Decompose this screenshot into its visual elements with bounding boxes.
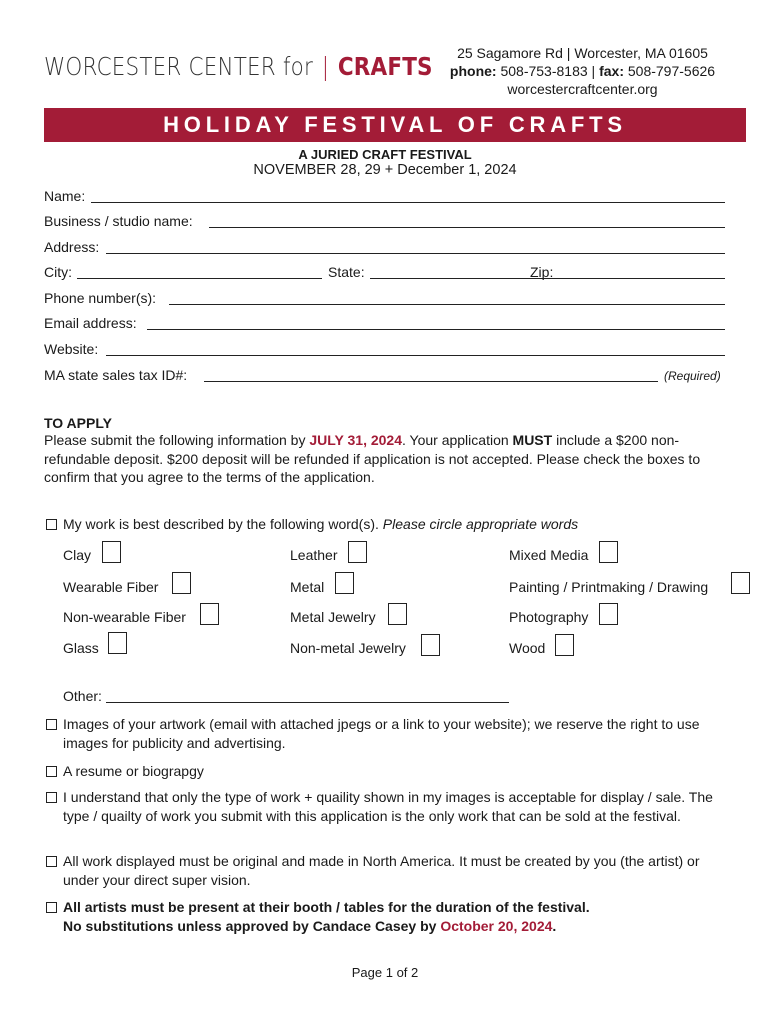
material-leather-label[interactable]: Leather	[290, 547, 338, 563]
city-state-zip-field[interactable]	[44, 264, 725, 282]
material-painting-checkbox[interactable]	[731, 572, 750, 594]
original-work-checkbox[interactable]	[46, 856, 57, 867]
work-description-checkbox[interactable]	[46, 519, 57, 530]
page-number: Page 1 of 2	[351, 965, 419, 980]
logo-crafts-text: CRAFTS	[337, 52, 433, 81]
business-line[interactable]	[209, 227, 725, 228]
material-non-metal-jewelry-checkbox[interactable]	[421, 634, 440, 656]
state-label: State:	[328, 264, 365, 280]
required-note: (Required)	[664, 369, 721, 383]
material-non-wearable-fiber-label[interactable]: Non-wearable Fiber	[63, 609, 186, 625]
presence-checkbox[interactable]	[46, 902, 57, 913]
logo-separator: |	[321, 52, 330, 81]
understand-text: I understand that only the type of work + quaility shown in my images is acceptable for display / sale. The type / quailty of work you submit with this application is the only work that can be sold at the festival.	[63, 789, 713, 824]
material-metal-checkbox[interactable]	[335, 572, 354, 594]
address-line[interactable]	[106, 253, 725, 254]
other-label: Other:	[63, 688, 102, 704]
other-field[interactable]	[63, 688, 509, 706]
zip-label: Zip:	[530, 264, 554, 280]
apply-text-2: . Your application	[402, 432, 509, 448]
work-intro: My work is best described by the following word(s).	[63, 516, 379, 532]
zip-line[interactable]	[559, 278, 725, 279]
phone-line[interactable]	[169, 304, 725, 305]
understand-checkbox[interactable]	[46, 792, 57, 803]
apply-deadline: JULY 31, 2024	[309, 432, 402, 448]
apply-instructions	[44, 431, 734, 487]
phone-number: 508-753-8183	[500, 63, 588, 79]
material-leather-checkbox[interactable]	[348, 541, 367, 563]
material-glass-label[interactable]: Glass	[63, 640, 99, 656]
work-intro-italic: Please circle appropriate words	[382, 516, 579, 532]
material-wearable-fiber-checkbox[interactable]	[172, 572, 191, 594]
contact-website[interactable]: worcestercraftcenter.org	[507, 81, 658, 97]
presence-text	[63, 898, 743, 935]
contact-phone-fax	[405, 62, 760, 80]
material-metal-jewelry-checkbox[interactable]	[388, 603, 407, 625]
material-photography-label[interactable]: Photography	[509, 609, 589, 625]
contact-address: 25 Sagamore Rd | Worcester, MA 01605	[457, 45, 708, 61]
phone-label: phone:	[449, 63, 497, 79]
email-line[interactable]	[147, 329, 725, 330]
other-line[interactable]	[106, 702, 509, 703]
name-field[interactable]	[44, 188, 725, 206]
original-work-text: All work displayed must be original and made in North America. It must be created by you (the artist) or under your direct super vision.	[63, 853, 700, 888]
city-line[interactable]	[77, 278, 322, 279]
to-apply-heading: TO APPLY	[44, 415, 112, 431]
apply-text-1: Please submit the following information by	[44, 432, 306, 448]
presence-text-2: No substitutions unless approved by Candace Casey by	[63, 917, 437, 934]
material-clay-checkbox[interactable]	[102, 541, 121, 563]
title-banner	[44, 108, 746, 142]
apply-must: MUST	[512, 432, 553, 448]
address-label: Address:	[44, 239, 100, 255]
website-line[interactable]	[106, 355, 725, 356]
material-non-metal-jewelry-label[interactable]: Non-metal Jewelry	[290, 640, 406, 656]
material-photography-checkbox[interactable]	[599, 603, 618, 625]
work-description-text	[63, 515, 733, 534]
email-label: Email address:	[44, 315, 137, 331]
tax-id-label: MA state sales tax ID#:	[44, 367, 188, 383]
material-metal-jewelry-label[interactable]: Metal Jewelry	[290, 609, 376, 625]
logo-text: WORCESTER CENTER for	[44, 52, 313, 81]
name-line[interactable]	[91, 202, 725, 203]
phone-field-label: Phone number(s):	[44, 290, 157, 306]
material-mixed-media-checkbox[interactable]	[599, 541, 618, 563]
material-wood-label[interactable]: Wood	[509, 640, 546, 656]
resume-text: A resume or biograpgy	[63, 763, 204, 779]
city-label: City:	[44, 264, 72, 280]
presence-date: October 20, 2024	[440, 917, 553, 934]
contact-separator: |	[591, 63, 596, 79]
tax-id-field[interactable]	[44, 367, 725, 385]
address-field[interactable]	[44, 239, 725, 257]
presence-text-line-2	[63, 917, 743, 936]
images-text: Images of your artwork (email with attached jpegs or a link to your website); we reserve the right to use images for publicity and advertising.	[63, 716, 700, 751]
tax-id-line[interactable]	[204, 381, 658, 382]
fax-label: fax:	[599, 63, 624, 79]
material-metal-label[interactable]: Metal	[290, 579, 325, 595]
fax-number: 508-797-5626	[627, 63, 716, 79]
presence-end: .	[552, 917, 557, 934]
material-non-wearable-fiber-checkbox[interactable]	[200, 603, 219, 625]
email-field[interactable]	[44, 315, 725, 333]
organization-logo	[44, 52, 433, 81]
material-wearable-fiber-label[interactable]: Wearable Fiber	[63, 579, 159, 595]
festival-dates: NOVEMBER 28, 29 + December 1, 2024	[253, 162, 517, 178]
material-wood-checkbox[interactable]	[555, 634, 574, 656]
contact-block	[405, 44, 760, 98]
phone-field[interactable]	[44, 290, 725, 308]
website-label: Website:	[44, 341, 99, 357]
name-label: Name:	[44, 188, 86, 204]
festival-subtitle: A JURIED CRAFT FESTIVAL	[298, 147, 472, 162]
resume-checkbox[interactable]	[46, 766, 57, 777]
material-painting-label[interactable]: Painting / Printmaking / Drawing	[509, 579, 709, 595]
material-clay-label[interactable]: Clay	[63, 547, 92, 563]
images-checkbox[interactable]	[46, 719, 57, 730]
apply-text-3: include a $200 non-refundable deposit. $200 deposit will be refunded if application is not accepted. Please check the boxes to confirm that you agree to the terms of the application.	[44, 432, 701, 485]
business-field[interactable]	[44, 213, 725, 231]
material-mixed-media-label[interactable]: Mixed Media	[509, 547, 589, 563]
page-title: HOLIDAY FESTIVAL OF CRAFTS	[163, 112, 627, 137]
website-field[interactable]	[44, 341, 725, 359]
presence-text-line-1: All artists must be present at their booth / tables for the duration of the festival.	[63, 899, 590, 915]
material-glass-checkbox[interactable]	[108, 632, 127, 654]
business-label: Business / studio name:	[44, 213, 193, 229]
